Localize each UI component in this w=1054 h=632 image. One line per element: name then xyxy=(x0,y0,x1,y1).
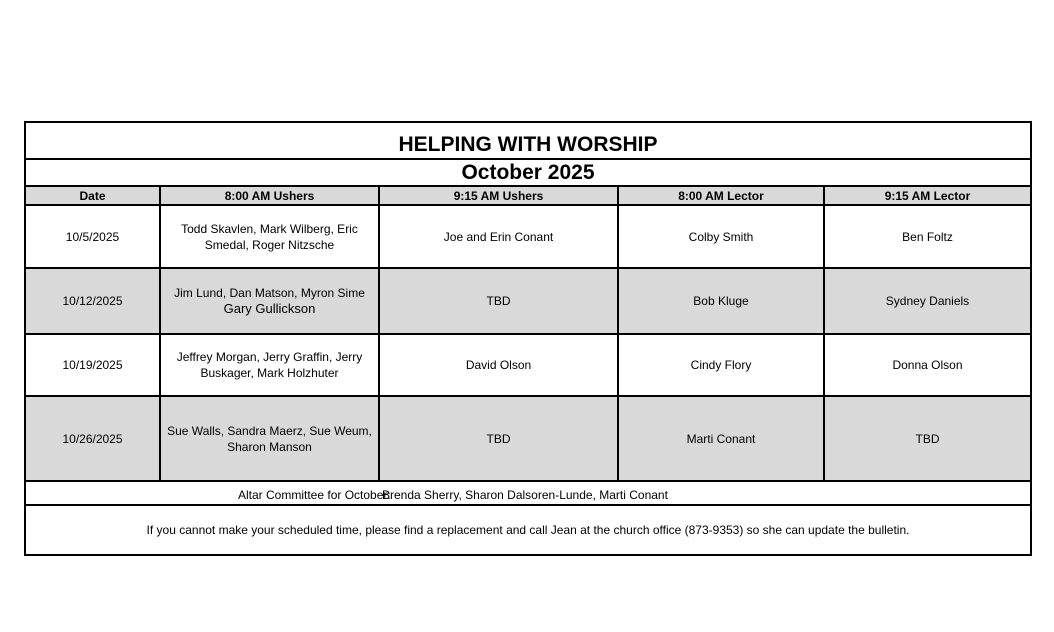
altar-committee-names: Brenda Sherry, Sharon Dalsoren-Lunde, Marti Conant xyxy=(382,488,668,502)
date-cell: 10/26/2025 xyxy=(26,396,160,481)
ushers-800-cell: Jeffrey Morgan, Jerry Graffin, Jerry Buskager, Mark Holzhuter xyxy=(160,334,379,396)
altar-committee-label: Altar Committee for October: xyxy=(238,488,391,502)
altar-committee-row xyxy=(26,484,1030,506)
ushers-800-cell: Sue Walls, Sandra Maerz, Sue Weum, Sharon Manson xyxy=(160,396,379,481)
date-cell: 10/5/2025 xyxy=(26,205,160,268)
table-row xyxy=(26,205,1030,268)
col-header-ushers-915: 9:15 AM Ushers xyxy=(379,187,618,205)
lector-915-cell: Donna Olson xyxy=(824,334,1030,396)
ushers-800-extra-name: Gary Gullickson xyxy=(223,301,316,316)
replacement-note: If you cannot make your scheduled time, please find a replacement and call Jean at the church office (873-9353) so she can update the bulletin. xyxy=(146,523,910,537)
lector-915-cell: Sydney Daniels xyxy=(824,268,1030,334)
page-title: HELPING WITH WORSHIP xyxy=(26,123,1030,160)
ushers-800-cell: Todd Skavlen, Mark Wilberg, Eric Smedal, Roger Nitzsche xyxy=(160,205,379,268)
table-row xyxy=(26,268,1030,334)
schedule-sheet xyxy=(24,121,1032,556)
table-row xyxy=(26,396,1030,481)
lector-800-cell: Marti Conant xyxy=(618,396,824,481)
date-cell: 10/12/2025 xyxy=(26,268,160,334)
col-header-lector-800: 8:00 AM Lector xyxy=(618,187,824,205)
lector-915-cell: Ben Foltz xyxy=(824,205,1030,268)
ushers-915-cell: Joe and Erin Conant xyxy=(379,205,618,268)
ushers-915-cell: David Olson xyxy=(379,334,618,396)
ushers-915-cell: TBD xyxy=(379,396,618,481)
month-heading: October 2025 xyxy=(26,160,1030,187)
schedule-table xyxy=(26,187,1030,482)
col-header-date: Date xyxy=(26,187,160,205)
col-header-ushers-800: 8:00 AM Ushers xyxy=(160,187,379,205)
ushers-915-cell: TBD xyxy=(379,268,618,334)
lector-800-cell: Cindy Flory xyxy=(618,334,824,396)
table-row xyxy=(26,334,1030,396)
col-header-lector-915: 9:15 AM Lector xyxy=(824,187,1030,205)
lector-800-cell: Bob Kluge xyxy=(618,268,824,334)
ushers-800-cell xyxy=(160,268,379,334)
header-row xyxy=(26,187,1030,205)
date-cell: 10/19/2025 xyxy=(26,334,160,396)
ushers-800-names: Jim Lund, Dan Matson, Myron Sime xyxy=(174,286,365,300)
lector-800-cell: Colby Smith xyxy=(618,205,824,268)
lector-915-cell: TBD xyxy=(824,396,1030,481)
